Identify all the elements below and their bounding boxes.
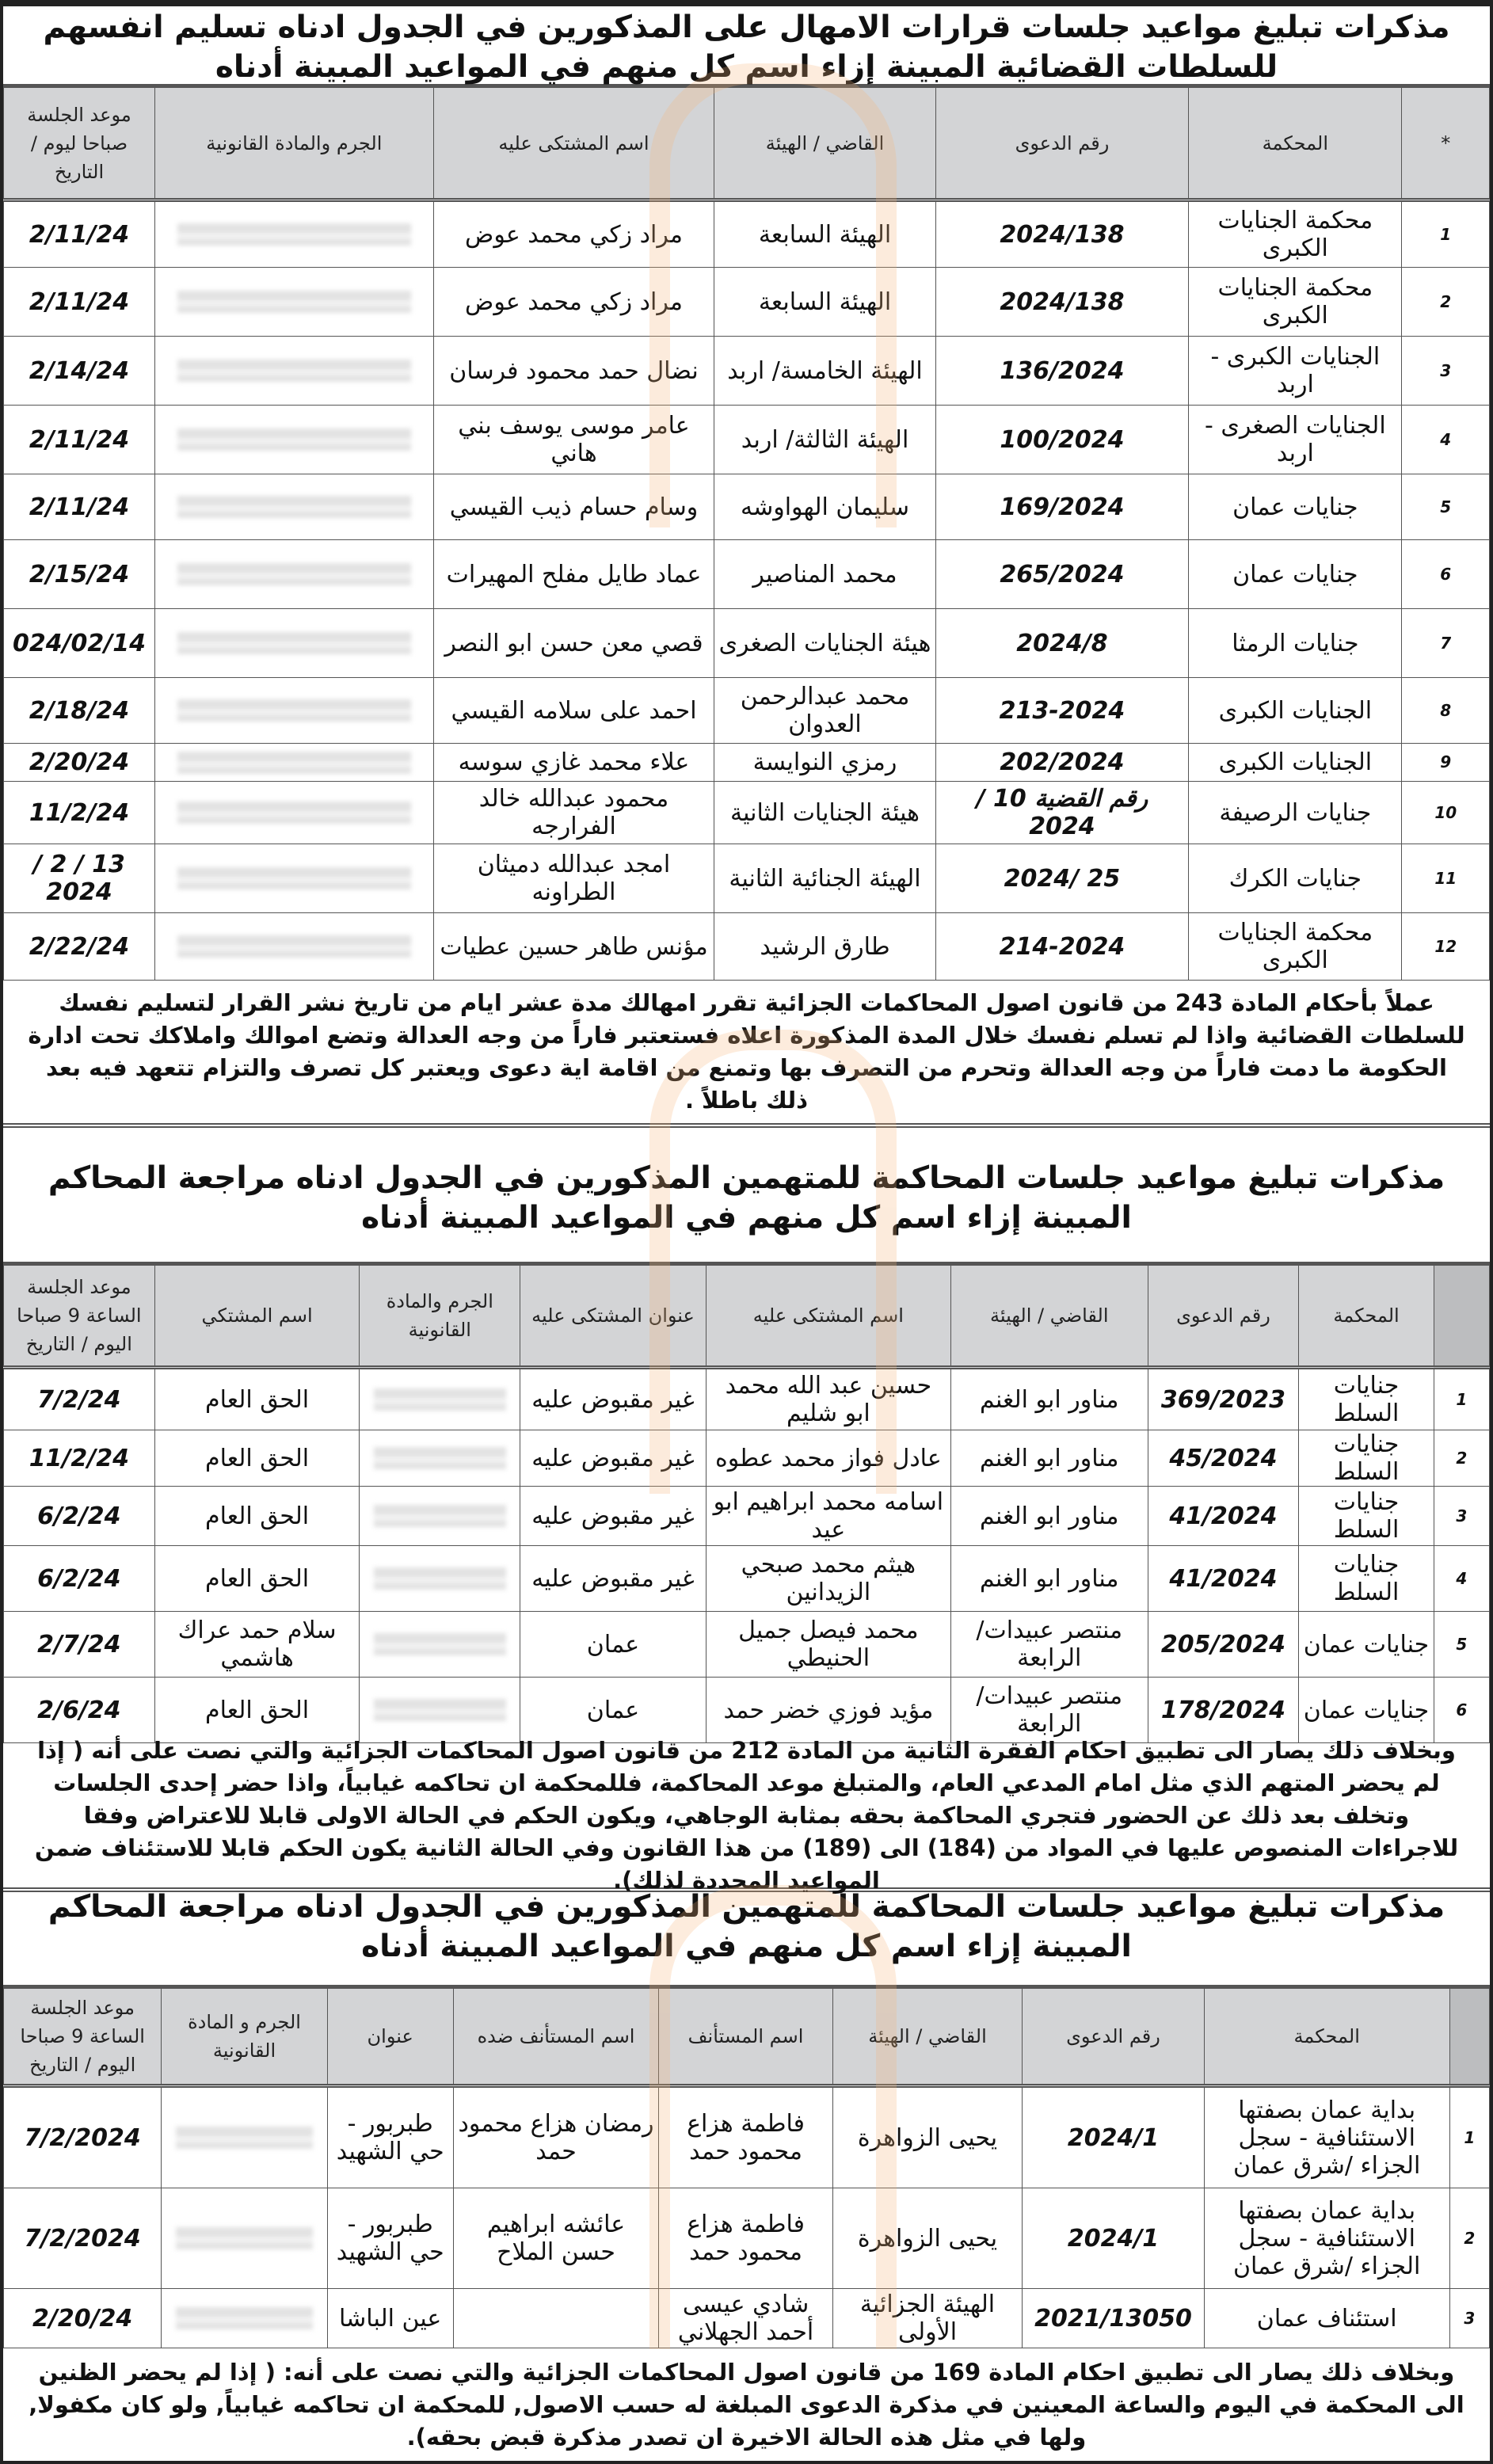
case-number-cell: 41/2024 bbox=[1148, 1487, 1299, 1546]
row-number-cell: 1 bbox=[1449, 2086, 1489, 2188]
charge-cell bbox=[154, 678, 433, 744]
address-cell: طبربور - حي الشهيد bbox=[327, 2086, 453, 2188]
session-date-cell: 2/18/24 bbox=[4, 678, 155, 744]
row-number-cell: 3 bbox=[1434, 1487, 1489, 1546]
column-header-address: عنوان bbox=[327, 1989, 453, 2086]
appeal-table bbox=[3, 1988, 1490, 2348]
redacted-charge bbox=[177, 291, 411, 313]
defendant-name-cell: احمد على سلامه القيسي bbox=[433, 678, 714, 744]
table-row bbox=[4, 609, 1490, 678]
judge-panel-cell: مناور ابو الغنم bbox=[950, 1430, 1148, 1487]
column-header-judge-panel: القاضي / الهيئة bbox=[950, 1266, 1148, 1368]
row-number-cell: 5 bbox=[1434, 1612, 1489, 1678]
judge-panel-cell: منتصر عبيدات/ الرابعة bbox=[950, 1678, 1148, 1743]
judge-panel-cell: يحيى الزواهرة bbox=[832, 2188, 1023, 2289]
defendant-name-cell: مراد زكي محمد عوض bbox=[433, 200, 714, 268]
table-row bbox=[4, 1368, 1490, 1430]
redacted-charge bbox=[374, 1505, 506, 1527]
case-number-cell: 41/2024 bbox=[1148, 1546, 1299, 1612]
section-title: مذكرات تبليغ مواعيد جلسات المحاكمة للمتهمين المذكورين في الجدول ادناه مراجعة المحاكم المبينة إزاء اسم كل منهم في المواعيد المبينة أدناه bbox=[3, 1134, 1490, 1265]
redacted-charge bbox=[177, 563, 411, 585]
address-cell: طبربور - حي الشهيد bbox=[327, 2188, 453, 2289]
row-number-cell: 2 bbox=[1402, 268, 1490, 337]
redacted-charge bbox=[374, 1567, 506, 1590]
table-row bbox=[4, 268, 1490, 337]
court-cell: جنايات الرمثا bbox=[1189, 609, 1402, 678]
table-row bbox=[4, 1487, 1490, 1546]
charge-cell bbox=[154, 782, 433, 844]
judge-panel-cell: هيئة الجنايات الصغرى bbox=[714, 609, 935, 678]
session-date-cell: 2/14/24 bbox=[4, 337, 155, 406]
row-number-cell: 3 bbox=[1449, 2289, 1489, 2348]
case-number-cell: 2021/13050 bbox=[1023, 2289, 1204, 2348]
court-cell: محكمة الجنايات الكبرى bbox=[1189, 268, 1402, 337]
redacted-charge bbox=[177, 752, 411, 774]
defendant-name-cell: اسامه محمد ابراهيم ابو عيد bbox=[706, 1487, 950, 1546]
row-number-cell: 12 bbox=[1402, 913, 1490, 981]
defendant-name-cell: مؤنس طاهر حسين عطيات bbox=[433, 913, 714, 981]
case-number-cell: 2024/138 bbox=[935, 200, 1189, 268]
defendant-address-cell: غير مقبوض عليه bbox=[520, 1430, 707, 1487]
table-row bbox=[4, 1430, 1490, 1487]
charge-cell bbox=[154, 337, 433, 406]
column-header-row-number bbox=[1449, 1989, 1489, 2086]
session-date-cell: 2/11/24 bbox=[4, 268, 155, 337]
column-header-case-number: رقم الدعوى bbox=[1023, 1989, 1204, 2086]
table-row bbox=[4, 2086, 1490, 2188]
column-header-appellee-name: اسم المستأنف ضده bbox=[453, 1989, 659, 2086]
row-number-cell: 7 bbox=[1402, 609, 1490, 678]
table-row bbox=[4, 474, 1490, 540]
row-number-cell: 6 bbox=[1402, 540, 1490, 609]
defendant-name-cell: مؤيد فوزي خضر حمد bbox=[706, 1678, 950, 1743]
defendant-name-cell: امجد عبدالله دميثان الطراونه bbox=[433, 844, 714, 913]
session-date-cell: 7/2/24 bbox=[4, 1368, 155, 1430]
charge-cell bbox=[360, 1678, 520, 1743]
charge-cell bbox=[154, 744, 433, 782]
row-number-cell: 2 bbox=[1434, 1430, 1489, 1487]
session-date-cell: 2/22/24 bbox=[4, 913, 155, 981]
table-row bbox=[4, 1546, 1490, 1612]
case-number-cell: 2024/1 bbox=[1023, 2086, 1204, 2188]
redacted-charge bbox=[177, 802, 411, 824]
column-header-session-date: موعد الجلسة الساعة 9 صباحا اليوم / التاريخ bbox=[4, 1989, 162, 2086]
column-header-session-date: موعد الجلسة صباحا ليوم / التاريخ bbox=[4, 88, 155, 200]
redacted-charge bbox=[176, 2307, 312, 2329]
defendant-name-cell: عماد طايل مفلح المهيرات bbox=[433, 540, 714, 609]
judge-panel-cell: الهيئة السابعة bbox=[714, 200, 935, 268]
row-number-cell: 4 bbox=[1402, 406, 1490, 474]
defendant-address-cell: غير مقبوض عليه bbox=[520, 1546, 707, 1612]
case-number-cell: 178/2024 bbox=[1148, 1678, 1299, 1743]
table-row bbox=[4, 2289, 1490, 2348]
section-trial-notices bbox=[3, 1134, 1490, 1892]
appellant-name-cell: شادي عيسى أحمد الجهلاني bbox=[659, 2289, 832, 2348]
defendant-name-cell: مراد زكي محمد عوض bbox=[433, 268, 714, 337]
column-header-court: المحكمة bbox=[1189, 88, 1402, 200]
redacted-charge bbox=[176, 2227, 312, 2249]
redacted-charge bbox=[177, 428, 411, 451]
case-number-cell: رقم القضية 10 / 2024 bbox=[935, 782, 1189, 844]
case-number-cell: 169/2024 bbox=[935, 474, 1189, 540]
redacted-charge bbox=[374, 1388, 506, 1411]
section-appeal-notices bbox=[3, 1869, 1490, 2462]
row-number-cell: 2 bbox=[1449, 2188, 1489, 2289]
session-date-cell: 2/20/24 bbox=[4, 744, 155, 782]
judge-panel-cell: الهيئة الجزائية الأولى bbox=[832, 2289, 1023, 2348]
column-header-charge: الجرم والمادة القانونية bbox=[360, 1266, 520, 1368]
row-number-cell: 8 bbox=[1402, 678, 1490, 744]
case-number-cell: 2024/138 bbox=[935, 268, 1189, 337]
session-date-cell: 2/11/24 bbox=[4, 474, 155, 540]
table-row bbox=[4, 200, 1490, 268]
charge-cell bbox=[154, 540, 433, 609]
column-header-defendant-address: عنوان المشتكى عليه bbox=[520, 1266, 707, 1368]
notices-table bbox=[3, 87, 1490, 981]
section-title: مذكرات تبليغ مواعيد جلسات قرارات الامهال على المذكورين في الجدول ادناه تسليم انفسهم للسلطات القضائية المبينة إزاء اسم كل منهم في المواعيد المبينة أدناه bbox=[3, 6, 1490, 87]
column-header-defendant-name: اسم المشتكى عليه bbox=[706, 1266, 950, 1368]
court-cell: جنايات السلط bbox=[1299, 1368, 1434, 1430]
complainant-name-cell: سلام حمد عراك هاشمي bbox=[154, 1612, 360, 1678]
appellant-name-cell: فاطمة هزاع محمود حمد bbox=[659, 2086, 832, 2188]
complainant-name-cell: الحق العام bbox=[154, 1430, 360, 1487]
judge-panel-cell: منتصر عبيدات/ الرابعة bbox=[950, 1612, 1148, 1678]
court-cell: جنايات السلط bbox=[1299, 1546, 1434, 1612]
table-row bbox=[4, 540, 1490, 609]
session-date-cell: 11/2/24 bbox=[4, 1430, 155, 1487]
session-date-cell: 2/15/24 bbox=[4, 540, 155, 609]
court-cell: الجنايات الصغرى - اربد bbox=[1189, 406, 1402, 474]
section-deadline-notices bbox=[3, 6, 1490, 1128]
complainant-name-cell: الحق العام bbox=[154, 1546, 360, 1612]
judge-panel-cell: الهيئة الجنائية الثانية bbox=[714, 844, 935, 913]
session-date-cell: 2/11/24 bbox=[4, 406, 155, 474]
court-cell: جنايات عمان bbox=[1189, 540, 1402, 609]
judge-panel-cell: رمزي النوايسة bbox=[714, 744, 935, 782]
defendant-name-cell: قصي معن حسن ابو النصر bbox=[433, 609, 714, 678]
column-header-charge: الجرم و المادة القانونية bbox=[162, 1989, 327, 2086]
charge-cell bbox=[154, 913, 433, 981]
row-number-cell: 1 bbox=[1402, 200, 1490, 268]
redacted-charge bbox=[374, 1447, 506, 1469]
redacted-charge bbox=[374, 1633, 506, 1655]
complainant-name-cell: الحق العام bbox=[154, 1678, 360, 1743]
redacted-charge bbox=[177, 867, 411, 889]
defendant-name-cell: علاء محمد غازي سوسه bbox=[433, 744, 714, 782]
row-number-cell: 11 bbox=[1402, 844, 1490, 913]
charge-cell bbox=[162, 2289, 327, 2348]
case-number-cell: 2024/8 bbox=[935, 609, 1189, 678]
session-date-cell: 2/20/24 bbox=[4, 2289, 162, 2348]
column-header-case-number: رقم الدعوى bbox=[935, 88, 1189, 200]
court-cell: محكمة الجنايات الكبرى bbox=[1189, 200, 1402, 268]
charge-cell bbox=[360, 1487, 520, 1546]
charge-cell bbox=[154, 200, 433, 268]
court-cell: الجنايات الكبرى - اربد bbox=[1189, 337, 1402, 406]
table-row bbox=[4, 678, 1490, 744]
column-header-row-number: * bbox=[1402, 88, 1490, 200]
session-date-cell: 13 / 2 / 2024 bbox=[4, 844, 155, 913]
court-cell: محكمة الجنايات الكبرى bbox=[1189, 913, 1402, 981]
court-cell: جنايات عمان bbox=[1189, 474, 1402, 540]
table-row bbox=[4, 337, 1490, 406]
session-date-cell: 024/02/14 bbox=[4, 609, 155, 678]
charge-cell bbox=[154, 609, 433, 678]
court-cell: الجنايات الكبرى bbox=[1189, 744, 1402, 782]
court-cell: جنايات الكرك bbox=[1189, 844, 1402, 913]
table-row bbox=[4, 744, 1490, 782]
defendant-name-cell: نضال حمد محمود فرسان bbox=[433, 337, 714, 406]
case-number-cell: 2024/1 bbox=[1023, 2188, 1204, 2289]
appellee-name-cell: رمضان هزاع محمود حمد bbox=[453, 2086, 659, 2188]
session-date-cell: 6/2/24 bbox=[4, 1546, 155, 1612]
trial-table bbox=[3, 1265, 1490, 1743]
table-row bbox=[4, 1678, 1490, 1743]
defendant-address-cell: غير مقبوض عليه bbox=[520, 1487, 707, 1546]
judge-panel-cell: محمد عبدالرحمن العدوان bbox=[714, 678, 935, 744]
legal-note: وبخلاف ذلك يصار الى تطبيق احكام المادة 169 من قانون اصول المحاكمات الجزائية والتي نصت على أنه: ( إذا لم يحضر الظنين الى المحكمة في اليوم والساعة المعينين في مذكرة الدعوى المبلغة له حسب الاصول, للمحكمة ان تحاكمه غيابياً, ولو كان مكفولا, ولها في مثل هذه الحالة الاخيرة ان تصدر مذكرة قبض بحقه). bbox=[29, 2359, 1464, 2451]
column-header-judge-panel: القاضي / الهيئة bbox=[714, 88, 935, 200]
case-number-cell: 45/2024 bbox=[1148, 1430, 1299, 1487]
appellant-name-cell: فاطمة هزاع محمود حمد bbox=[659, 2188, 832, 2289]
judge-panel-cell: مناور ابو الغنم bbox=[950, 1368, 1148, 1430]
column-header-session-date: موعد الجلسة الساعة 9 صباحا اليوم / التاريخ bbox=[4, 1266, 155, 1368]
case-number-cell: 214-2024 bbox=[935, 913, 1189, 981]
charge-cell bbox=[154, 474, 433, 540]
legal-note: عملاً بأحكام المادة 243 من قانون اصول المحاكمات الجزائية تقرر امهالك مدة عشر ايام من تاريخ نشر القرار لتسليم نفسك للسلطات القضائية واذا لم تسلم نفسك خلال المدة المذكورة اعلاه فستعتبر فاراً من وجه العدالة وتضع اموالك واملاكك تحت ادارة الحكومة ما دمت فاراً من وجه العدالة وتحرم من التصرف بها وتمنع من اقامة اية دعوى ويعتبر كل تصرف والتزام تتعهد فيه بعد ذلك باطلاً . bbox=[3, 981, 1490, 1128]
defendant-name-cell: هيثم محمد صبحي الزيدانين bbox=[706, 1546, 950, 1612]
column-header-complainant-name: اسم المشتكي bbox=[154, 1266, 360, 1368]
defendant-address-cell: عمان bbox=[520, 1678, 707, 1743]
court-cell: استئناف عمان bbox=[1204, 2289, 1449, 2348]
court-cell: جنايات عمان bbox=[1299, 1612, 1434, 1678]
court-cell: جنايات السلط bbox=[1299, 1430, 1434, 1487]
court-cell: بداية عمان بصفتها الاستئنافية - سجل الجزاء /شرق عمان bbox=[1204, 2188, 1449, 2289]
case-number-cell: 100/2024 bbox=[935, 406, 1189, 474]
section-title: مذكرات تبليغ مواعيد جلسات المحاكمة للمتهمين المذكورين في الجدول ادناه مراجعة المحاكم المبينة إزاء اسم كل منهم في المواعيد المبينة أدناه bbox=[3, 1869, 1490, 1988]
judge-panel-cell: مناور ابو الغنم bbox=[950, 1546, 1148, 1612]
column-header-court: المحكمة bbox=[1299, 1266, 1434, 1368]
complainant-name-cell: الحق العام bbox=[154, 1368, 360, 1430]
session-date-cell: 2/6/24 bbox=[4, 1678, 155, 1743]
session-date-cell: 7/2/2024 bbox=[4, 2188, 162, 2289]
row-number-cell: 4 bbox=[1434, 1546, 1489, 1612]
column-header-defendant-name: اسم المشتكى عليه bbox=[433, 88, 714, 200]
case-number-cell: 25 /2024 bbox=[935, 844, 1189, 913]
redacted-charge bbox=[374, 1699, 506, 1721]
case-number-cell: 369/2023 bbox=[1148, 1368, 1299, 1430]
row-number-cell: 6 bbox=[1434, 1678, 1489, 1743]
judge-panel-cell: مناور ابو الغنم bbox=[950, 1487, 1148, 1546]
column-header-case-number: رقم الدعوى bbox=[1148, 1266, 1299, 1368]
table-row bbox=[4, 406, 1490, 474]
appellee-name-cell bbox=[453, 2289, 659, 2348]
redacted-charge bbox=[176, 2127, 312, 2149]
charge-cell bbox=[154, 406, 433, 474]
table-row bbox=[4, 782, 1490, 844]
charge-cell bbox=[154, 268, 433, 337]
column-header-appellant-name: اسم المستأنف bbox=[659, 1989, 832, 2086]
charge-cell bbox=[154, 844, 433, 913]
row-number-cell: 9 bbox=[1402, 744, 1490, 782]
defendant-name-cell: عادل فواز محمد عطوه bbox=[706, 1430, 950, 1487]
session-date-cell: 7/2/2024 bbox=[4, 2086, 162, 2188]
case-number-cell: 136/2024 bbox=[935, 337, 1189, 406]
row-number-cell: 3 bbox=[1402, 337, 1490, 406]
charge-cell bbox=[360, 1430, 520, 1487]
judge-panel-cell: الهيئة الثالثة/ اربد bbox=[714, 406, 935, 474]
session-date-cell: 11/2/24 bbox=[4, 782, 155, 844]
legal-note: وبخلاف ذلك يصار الى تطبيق احكام الفقرة الثانية من المادة 212 من قانون اصول المحاكمات الجزائية والتي نصت على أنه ( إذا لم يحضر المتهم الذي مثل امام المدعي العام، والمتبلغ موعد المحاكمة، فللمحكمة ان تحاكمه غيابياً، واذا حضر إحدى الجلسات وتخلف بعد ذلك عن الحضور فتجري المحاكمة بحقه بمثابة الوجاهي، ويكون الحكم في الحالة الاولى قابلا للاعتراض وفقا للاجراءات المنصوص عليها في المواد من (184) الى (189) من هذا القانون وفي الحالة الثانية يكون الحكم قابلا للاستئناف ضمن المواعيد المحددة لذلك). bbox=[3, 1743, 1490, 1892]
defendant-name-cell: عامر موسى يوسف بني هاني bbox=[433, 406, 714, 474]
defendant-name-cell: حسين عبد الله محمد ابو شليم bbox=[706, 1368, 950, 1430]
charge-cell bbox=[162, 2188, 327, 2289]
charge-cell bbox=[162, 2086, 327, 2188]
court-cell: الجنايات الكبرى bbox=[1189, 678, 1402, 744]
session-date-cell: 2/7/24 bbox=[4, 1612, 155, 1678]
defendant-address-cell: عمان bbox=[520, 1612, 707, 1678]
column-header-court: المحكمة bbox=[1204, 1989, 1449, 2086]
judge-panel-cell: الهيئة الخامسة/ اربد bbox=[714, 337, 935, 406]
redacted-charge bbox=[177, 360, 411, 382]
court-cell: جنايات عمان bbox=[1299, 1678, 1434, 1743]
judge-panel-cell: طارق الرشيد bbox=[714, 913, 935, 981]
defendant-name-cell: محمود عبدالله خالد الفرارجه bbox=[433, 782, 714, 844]
judge-panel-cell: هيئة الجنايات الثانية bbox=[714, 782, 935, 844]
address-cell: عين الباشا bbox=[327, 2289, 453, 2348]
row-number-cell: 10 bbox=[1402, 782, 1490, 844]
defendant-address-cell: غير مقبوض عليه bbox=[520, 1368, 707, 1430]
row-number-cell: 1 bbox=[1434, 1368, 1489, 1430]
table-row bbox=[4, 913, 1490, 981]
defendant-name-cell: وسام حسام ذيب القيسي bbox=[433, 474, 714, 540]
judge-panel-cell: محمد المناصير bbox=[714, 540, 935, 609]
judge-panel-cell: الهيئة السابعة bbox=[714, 268, 935, 337]
case-number-cell: 202/2024 bbox=[935, 744, 1189, 782]
redacted-charge bbox=[177, 496, 411, 518]
charge-cell bbox=[360, 1612, 520, 1678]
redacted-charge bbox=[177, 632, 411, 654]
table-row bbox=[4, 844, 1490, 913]
session-date-cell: 6/2/24 bbox=[4, 1487, 155, 1546]
court-cell: جنايات السلط bbox=[1299, 1487, 1434, 1546]
court-cell: جنايات الرصيفة bbox=[1189, 782, 1402, 844]
table-row bbox=[4, 2188, 1490, 2289]
appellee-name-cell: عائشه ابراهيم حسن الملاح bbox=[453, 2188, 659, 2289]
case-number-cell: 265/2024 bbox=[935, 540, 1189, 609]
judge-panel-cell: سليمان الهواوشه bbox=[714, 474, 935, 540]
table-row bbox=[4, 1612, 1490, 1678]
judge-panel-cell: يحيى الزواهرة bbox=[832, 2086, 1023, 2188]
court-cell: بداية عمان بصفتها الاستئنافية - سجل الجزاء /شرق عمان bbox=[1204, 2086, 1449, 2188]
case-number-cell: 205/2024 bbox=[1148, 1612, 1299, 1678]
defendant-name-cell: محمد فيصل جميل الحنيطي bbox=[706, 1612, 950, 1678]
column-header-judge-panel: القاضي / الهيئة bbox=[832, 1989, 1023, 2086]
case-number-cell: 213-2024 bbox=[935, 678, 1189, 744]
column-header-charge: الجرم والمادة القانونية bbox=[154, 88, 433, 200]
redacted-charge bbox=[177, 935, 411, 958]
complainant-name-cell: الحق العام bbox=[154, 1487, 360, 1546]
session-date-cell: 2/11/24 bbox=[4, 200, 155, 268]
redacted-charge bbox=[177, 699, 411, 722]
charge-cell bbox=[360, 1546, 520, 1612]
redacted-charge bbox=[177, 223, 411, 246]
column-header-row-number bbox=[1434, 1266, 1489, 1368]
charge-cell bbox=[360, 1368, 520, 1430]
row-number-cell: 5 bbox=[1402, 474, 1490, 540]
